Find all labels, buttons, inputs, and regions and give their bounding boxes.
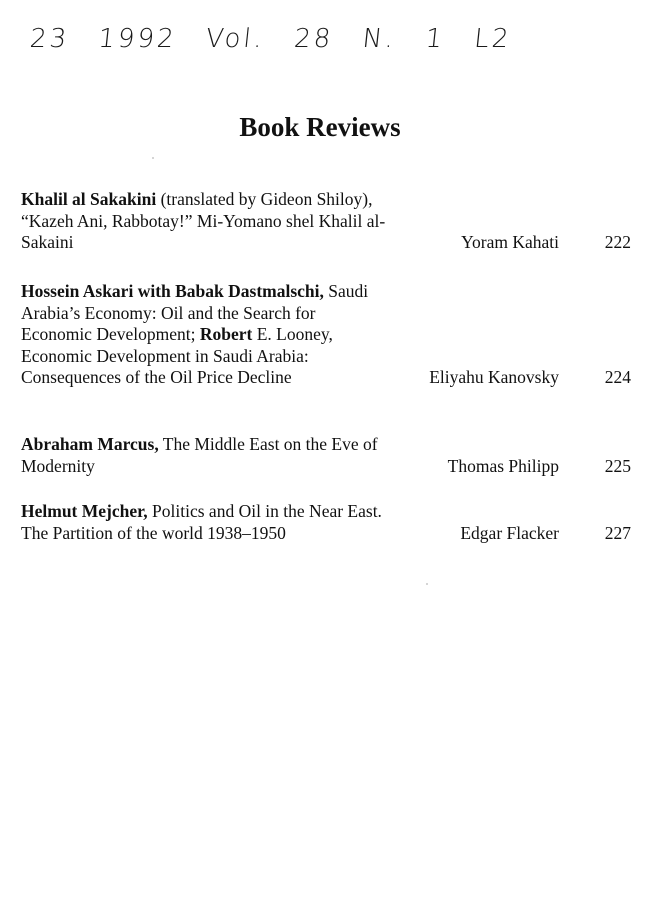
book-details: Saudi Arabia’s Economy: Oil and the Search for Economic Development; [21, 281, 369, 344]
book-details: E. Looney, Economic Development in Saudi Arabia: Consequences of the Oil Price Decline [21, 324, 333, 387]
book-details: The Middle East on the Eve of Modernity [21, 434, 378, 476]
review-entry [21, 281, 631, 389]
book-author: Hossein Askari with Babak Dastmalschi, [21, 281, 324, 301]
page-title: Book Reviews [239, 112, 401, 142]
reviewer-name: Yoram Kahati [461, 232, 559, 252]
book-author: Abraham Marcus, [21, 434, 159, 454]
page-number: 222 [604, 232, 631, 252]
review-entry [21, 501, 631, 544]
scan-speck [426, 583, 428, 585]
book-author: Robert [199, 324, 253, 344]
review-citation [21, 434, 386, 477]
book-details: (translated by Gideon Shiloy), “Kazeh Ani, Rabbotay!” Mi-Yomano shel Khalil al-Sakaini [21, 189, 386, 252]
page-number: 227 [604, 522, 631, 543]
page-number: 225 [604, 455, 631, 476]
review-entry [21, 434, 631, 477]
review-citation [21, 189, 386, 254]
book-author: Helmut Mejcher, [21, 501, 148, 521]
reviewer-name: Thomas Philipp [447, 455, 559, 476]
review-citation [21, 281, 386, 389]
review-citation [21, 501, 386, 544]
scan-speck [152, 157, 154, 159]
reviewer-name: Eliyahu Kanovsky [429, 367, 559, 387]
book-details: Politics and Oil in the Near East. The Partition of the world 1938–1950 [21, 501, 382, 543]
page-number: 224 [604, 367, 631, 387]
book-author: Khalil al Sakakini [21, 189, 157, 209]
reviewer-name: Edgar Flacker [460, 522, 559, 543]
handwritten-annotation: 23 1992 Vol. 28 N. 1 L2 [28, 24, 513, 54]
review-entry [21, 189, 631, 254]
